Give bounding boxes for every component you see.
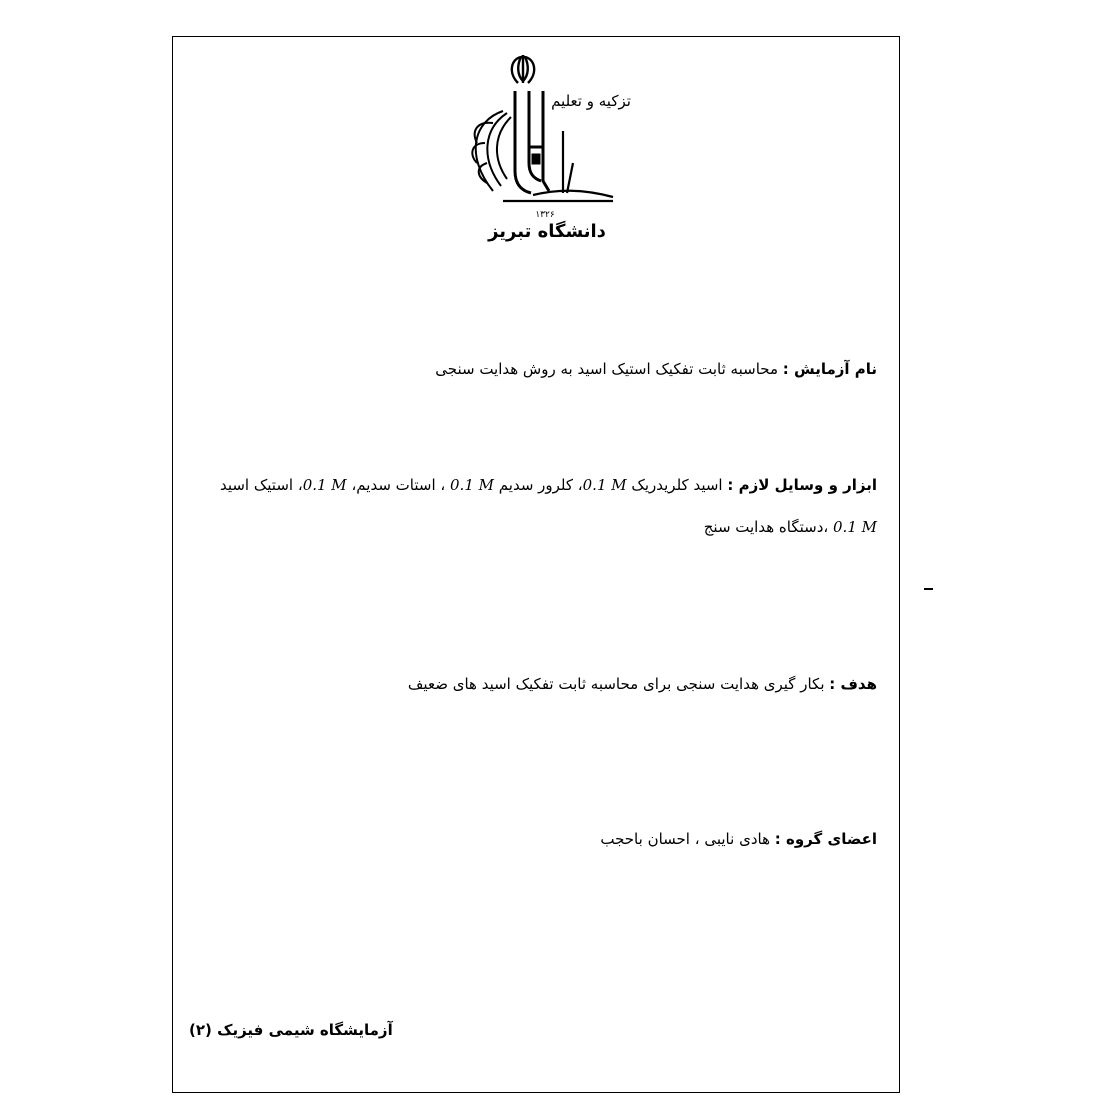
experiment-name-label: نام آزمایش : bbox=[782, 360, 877, 378]
equipment-conc-1: 0.1 M bbox=[582, 476, 627, 494]
goal-label: هدف : bbox=[829, 675, 877, 693]
document-page bbox=[172, 36, 900, 1093]
emblem-icon bbox=[512, 55, 534, 83]
logo-motto: تزکیه و تعلیم bbox=[551, 92, 631, 110]
equipment-sep-2: ، استات سدیم، bbox=[351, 476, 446, 494]
stray-dash-mark bbox=[924, 588, 933, 590]
equipment-item-hcl: اسید کلریدریک bbox=[631, 476, 723, 494]
goal-line bbox=[408, 674, 877, 694]
equipment-line-2 bbox=[704, 517, 877, 537]
wing-icon bbox=[472, 111, 511, 191]
equipment-sep-1: ، کلرور سدیم bbox=[498, 476, 583, 494]
pen-icon bbox=[515, 91, 549, 193]
members-line bbox=[600, 829, 877, 849]
equipment-item-conductometer: ،دستگاه هدایت سنج bbox=[703, 518, 829, 536]
members-label: اعضای گروه : bbox=[774, 830, 877, 848]
logo-university-name: دانشگاه تبریز bbox=[488, 221, 606, 242]
members-value: هادی نایبی ، احسان باحجب bbox=[600, 830, 770, 848]
equipment-conc-4: 0.1 M bbox=[833, 518, 877, 536]
equipment-sep-3: ، استیک اسید bbox=[219, 476, 303, 494]
equipment-conc-2: 0.1 M bbox=[450, 476, 494, 494]
equipment-conc-3: 0.1 M bbox=[302, 476, 347, 494]
experiment-name-value: محاسبه ثابت تفکیک استیک اسید به روش هدایت سنجی bbox=[435, 360, 778, 378]
book-icon bbox=[503, 131, 613, 201]
equipment-label: ابزار و وسایل لازم : bbox=[727, 476, 877, 494]
university-logo bbox=[463, 51, 631, 242]
experiment-name-line bbox=[435, 359, 877, 379]
lab-title-footer: آزمایشگاه شیمی فیزیک (۲) bbox=[189, 1021, 393, 1039]
goal-value: بکار گیری هدایت سنجی برای محاسبه ثابت تفکیک اسید های ضعیف bbox=[407, 675, 825, 693]
equipment-line-1 bbox=[220, 475, 877, 495]
logo-year: ۱۳۲۶ bbox=[535, 210, 555, 220]
